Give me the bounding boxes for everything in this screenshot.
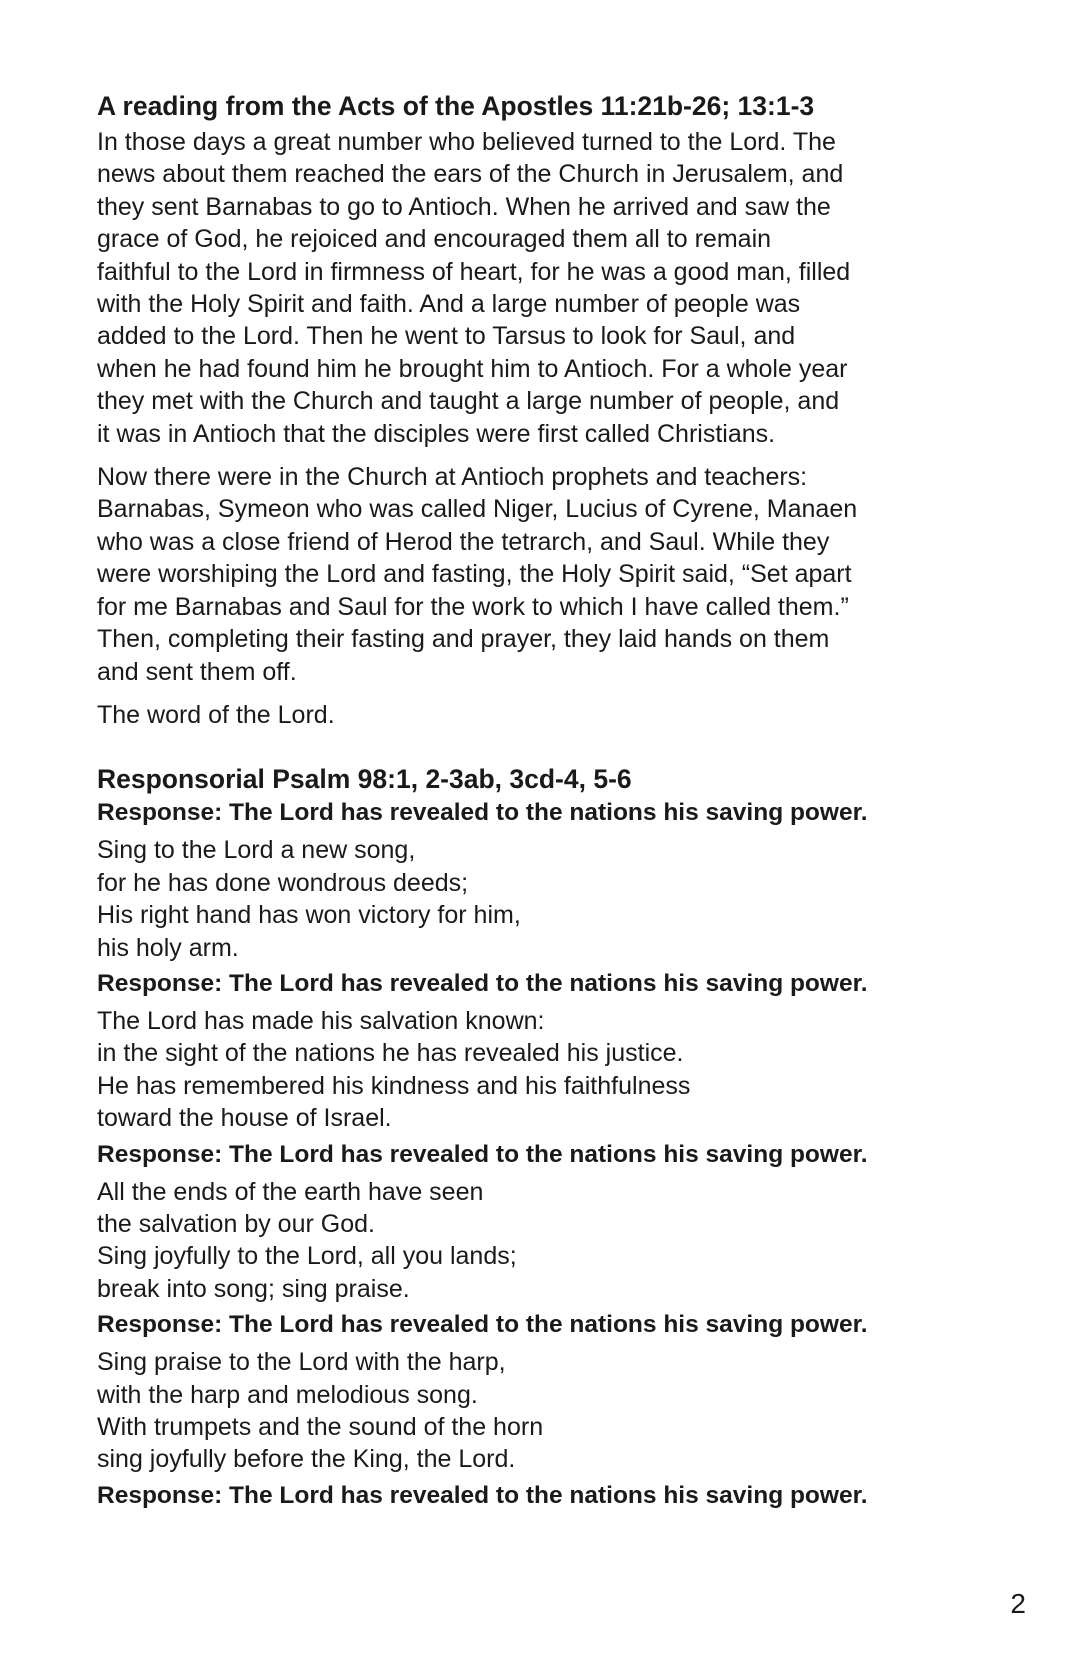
text-line: were worshiping the Lord and fasting, the Holy Spirit said, “Set apart bbox=[97, 560, 852, 589]
psalm-stanza-4 bbox=[97, 1346, 1027, 1476]
text-line: Barnabas, Symeon who was called Niger, Lucius of Cyrene, Manaen bbox=[97, 495, 858, 524]
reading-paragraph-1 bbox=[97, 126, 1027, 450]
page-number: 2 bbox=[1010, 1588, 1026, 1619]
psalm-stanza-3 bbox=[97, 1176, 1027, 1306]
verse-line: for he has done wondrous deeds; bbox=[97, 868, 469, 897]
verse-line: He has remembered his kindness and his faithfulness bbox=[97, 1071, 691, 1100]
text-line: when he had found him he brought him to Antioch. For a whole year bbox=[97, 354, 848, 383]
text-line: grace of God, he rejoiced and encouraged them all to remain bbox=[97, 225, 772, 254]
text-line: they met with the Church and taught a large number of people, and bbox=[97, 387, 840, 416]
psalm-title: Responsorial Psalm 98:1, 2-3ab, 3cd-4, 5-6 bbox=[97, 764, 632, 795]
verse-line: toward the house of Israel. bbox=[97, 1104, 392, 1133]
text-line: with the Holy Spirit and faith. And a large number of people was bbox=[97, 290, 801, 319]
text-line: added to the Lord. Then he went to Tarsus to look for Saul, and bbox=[97, 322, 796, 351]
verse-line: All the ends of the earth have seen bbox=[97, 1177, 484, 1206]
text-line: Now there were in the Church at Antioch prophets and teachers: bbox=[97, 463, 808, 492]
verse-line: break into song; sing praise. bbox=[97, 1274, 410, 1303]
verse-line: in the sight of the nations he has revealed his justice. bbox=[97, 1039, 684, 1068]
text-line: In those days a great number who believed turned to the Lord. The bbox=[97, 128, 836, 156]
verse-line: With trumpets and the sound of the horn bbox=[97, 1413, 544, 1441]
psalm-response: Response: The Lord has revealed to the nations his saving power. bbox=[97, 969, 868, 997]
psalm-stanza-2 bbox=[97, 1005, 1027, 1135]
reading-paragraph-2 bbox=[97, 461, 1027, 688]
verse-line: Sing praise to the Lord with the harp, bbox=[97, 1348, 506, 1377]
psalm-response: Response: The Lord has revealed to the nations his saving power. bbox=[97, 1140, 868, 1168]
verse-line: Sing joyfully to the Lord, all you lands; bbox=[97, 1242, 517, 1271]
verse-line: His right hand has won victory for him, bbox=[97, 901, 521, 930]
verse-line: the salvation by our God. bbox=[97, 1209, 375, 1238]
reading-closing: The word of the Lord. bbox=[97, 700, 335, 729]
text-line: for me Barnabas and Saul for the work to which I have called them.” bbox=[97, 592, 849, 621]
text-line: they sent Barnabas to go to Antioch. When he arrived and saw the bbox=[97, 192, 831, 221]
verse-line: sing joyfully before the King, the Lord. bbox=[97, 1445, 516, 1474]
psalm-response: Response: The Lord has revealed to the nations his saving power. bbox=[97, 799, 868, 827]
psalm-stanza-1 bbox=[97, 834, 1027, 964]
text-line: news about them reached the ears of the Church in Jerusalem, and bbox=[97, 160, 844, 189]
text-line: it was in Antioch that the disciples were first called Christians. bbox=[97, 419, 776, 448]
verse-line: his holy arm. bbox=[97, 933, 239, 962]
text-line: and sent them off. bbox=[97, 657, 297, 686]
text-line: who was a close friend of Herod the tetrarch, and Saul. While they bbox=[97, 527, 830, 556]
psalm-response: Response: The Lord has revealed to the nations his saving power. bbox=[97, 1481, 868, 1509]
verse-line: The Lord has made his salvation known: bbox=[97, 1006, 545, 1035]
verse-line: with the harp and melodious song. bbox=[97, 1380, 478, 1409]
psalm-response: Response: The Lord has revealed to the nations his saving power. bbox=[97, 1311, 868, 1339]
verse-line: Sing to the Lord a new song, bbox=[97, 836, 416, 865]
text-line: Then, completing their fasting and prayer, they laid hands on them bbox=[97, 625, 830, 654]
reading-title: A reading from the Acts of the Apostles 11:21b-26; 13:1-3 bbox=[97, 91, 815, 121]
text-line: faithful to the Lord in firmness of heart, for he was a good man, filled bbox=[97, 257, 851, 286]
page-content bbox=[97, 88, 1027, 1517]
